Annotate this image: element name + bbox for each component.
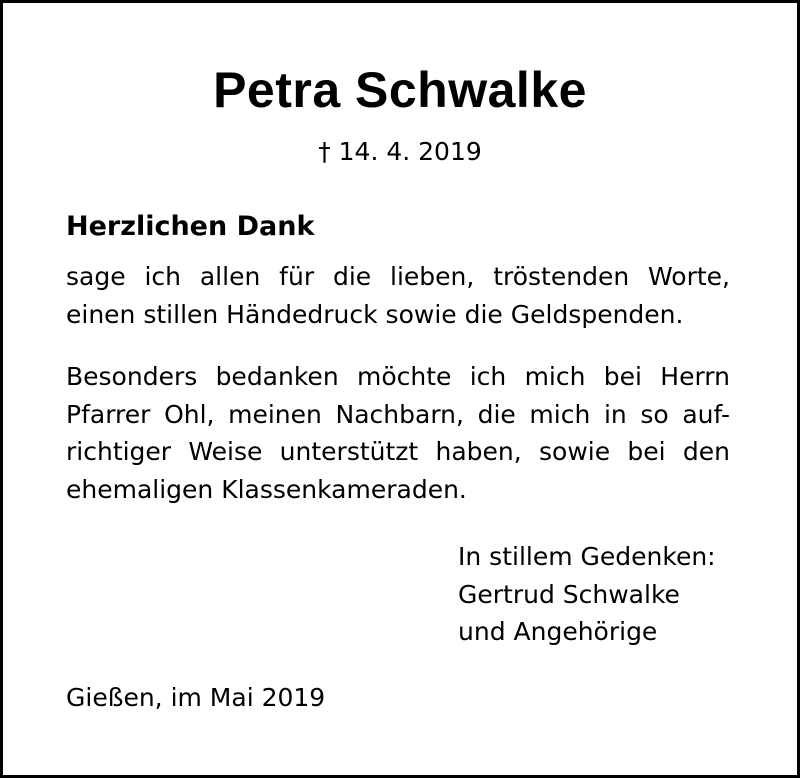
paragraph-line: sage ich allen für die lieben, tröstenden Worte, bbox=[66, 262, 730, 291]
signoff-line: In stillem Gedenken: bbox=[458, 542, 716, 571]
paragraph-line: Pfarrer Ohl, meinen Nachbarn, die mich in so auf- bbox=[66, 399, 730, 429]
special-thanks-paragraph bbox=[66, 358, 730, 508]
deceased-name: Petra Schwalke bbox=[213, 62, 587, 118]
paragraph-line: ehemaligen Klassenkameraden. bbox=[66, 474, 467, 504]
thanks-heading: Herzlichen Dank bbox=[66, 211, 315, 242]
thanks-paragraph bbox=[66, 258, 730, 333]
signoff-signatory: Gertrud Schwalke bbox=[458, 579, 680, 609]
paragraph-line: Besonders bedanken möchte ich mich bei Herrn bbox=[66, 362, 730, 391]
signoff-line: und Angehörige bbox=[458, 617, 658, 646]
paragraph-line: richtiger Weise unterstützt haben, sowie bei den bbox=[66, 437, 730, 466]
signoff-block bbox=[458, 538, 716, 651]
place-and-date: Gießen, im Mai 2019 bbox=[66, 683, 326, 712]
death-date: † 14. 4. 2019 bbox=[318, 137, 482, 166]
paragraph-line: einen stillen Händedruck sowie die Geldspenden. bbox=[66, 299, 684, 329]
